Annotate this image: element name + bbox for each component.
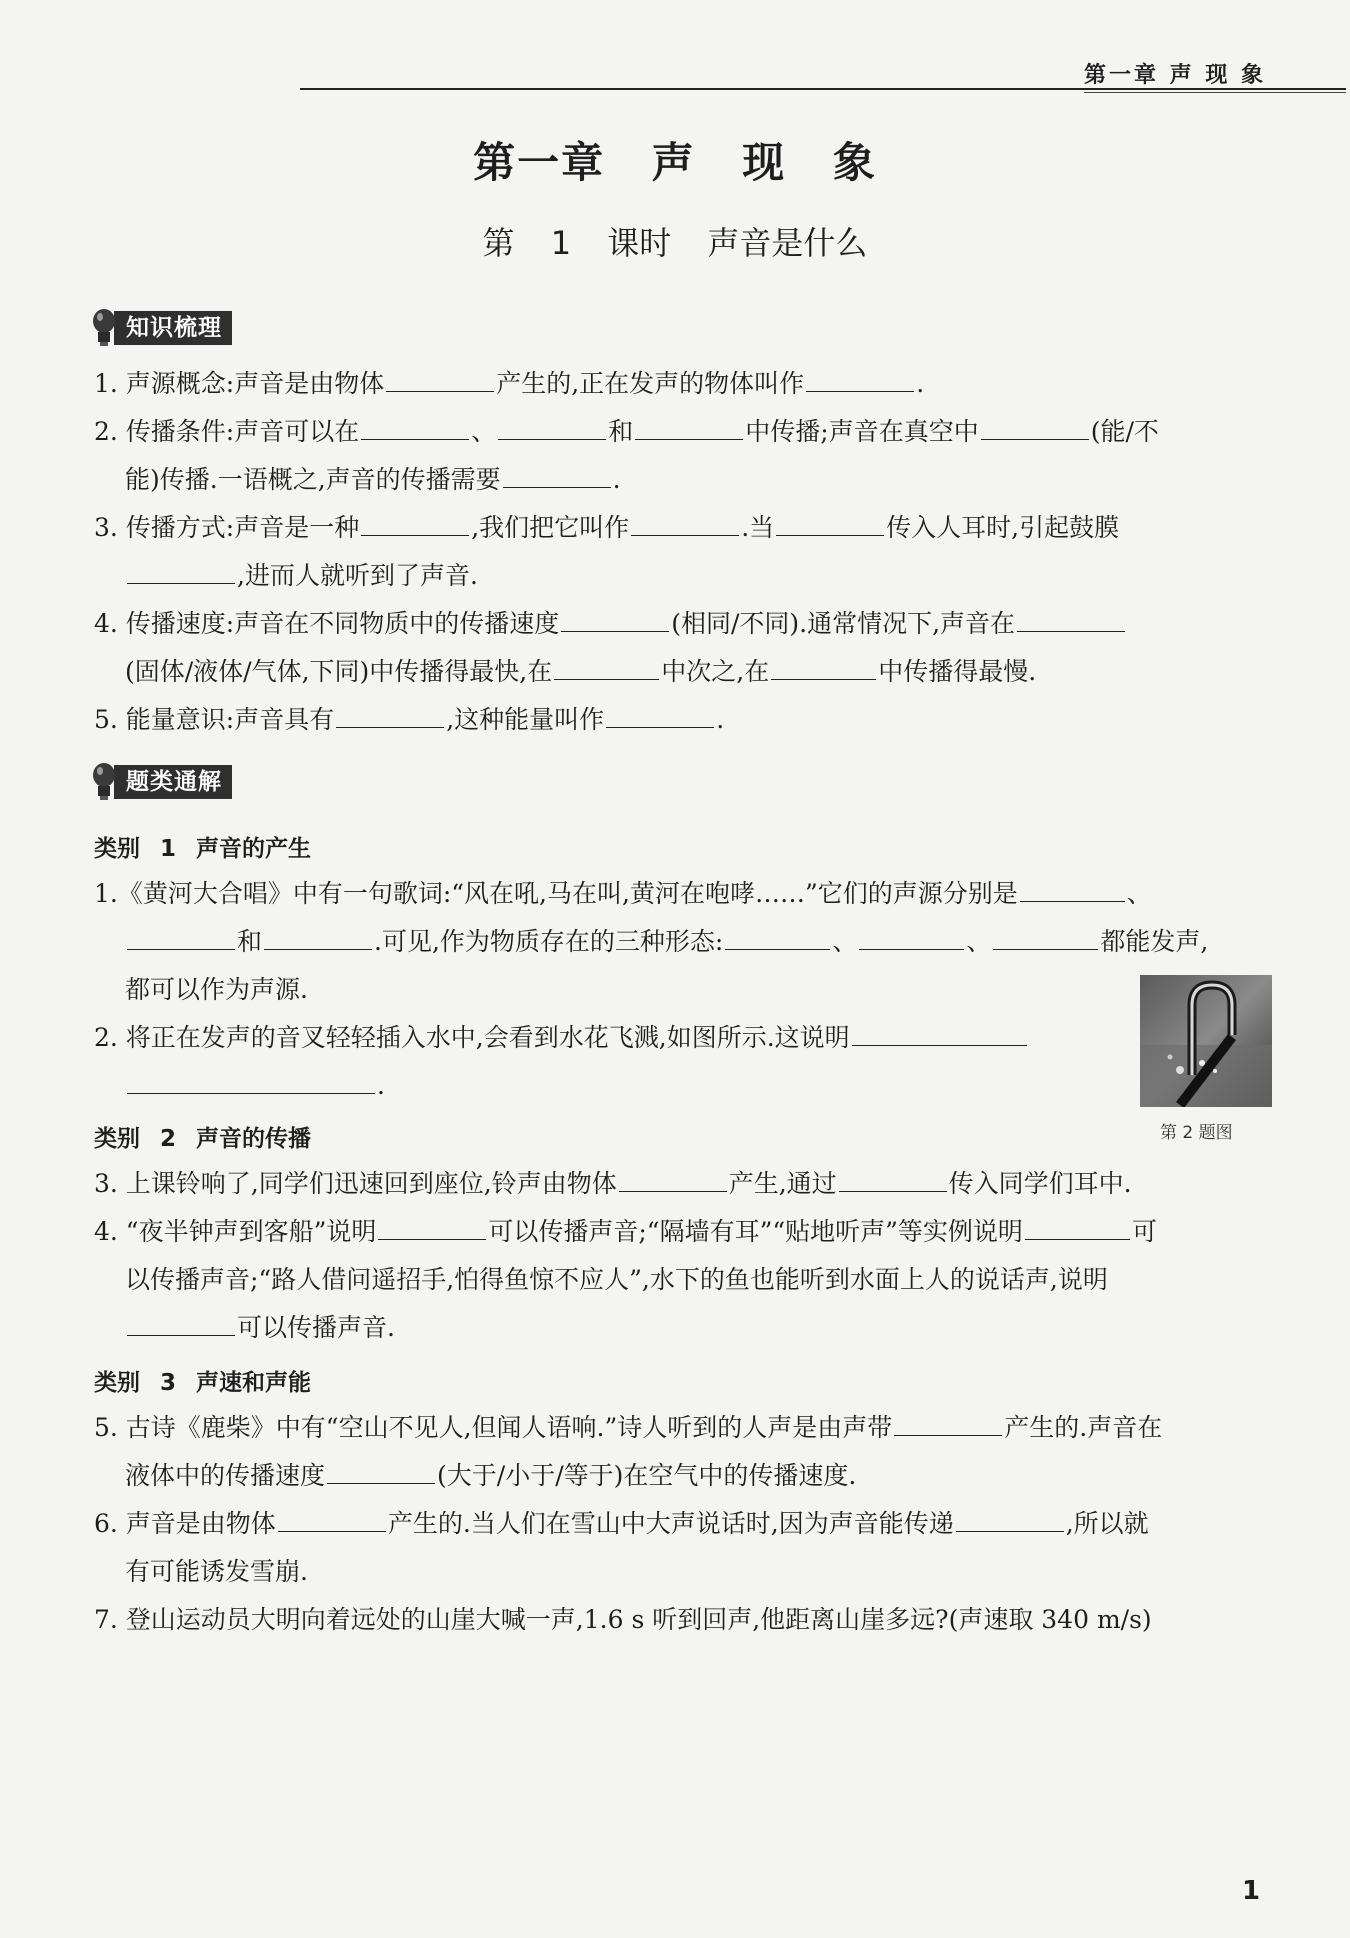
answer-blank[interactable] bbox=[859, 927, 964, 950]
answer-blank[interactable] bbox=[554, 657, 659, 680]
chapter-title: 第一章 声 现 象 bbox=[473, 138, 877, 187]
answer-blank[interactable] bbox=[806, 369, 914, 392]
answer-blank[interactable] bbox=[606, 705, 714, 728]
knowledge-item-2: 2. 传播条件:声音可以在 、 和 中传播;声音在真空中 (能/不 bbox=[94, 417, 1159, 446]
knowledge-item-3: 3. 传播方式:声音是一种 ,我们把它叫作 .当 传入人耳时,引起鼓膜 bbox=[94, 513, 1120, 542]
knowledge-item-1: 1. 声源概念:声音是由物体 产生的,正在发声的物体叫作 . bbox=[94, 369, 925, 398]
answer-blank[interactable] bbox=[361, 513, 469, 536]
question-7: 7. 登山运动员大明向着远处的山崖大喊一声,1.6 s 听到回声,他距离山崖多远?(声速取 340 m/s) bbox=[94, 1605, 1152, 1634]
answer-blank[interactable] bbox=[619, 1169, 727, 1192]
answer-blank[interactable] bbox=[327, 1461, 435, 1484]
question-1-cont2: 都可以作为声源. bbox=[125, 975, 308, 1004]
answer-blank[interactable] bbox=[336, 705, 444, 728]
question-6-cont: 有可能诱发雪崩. bbox=[125, 1557, 308, 1586]
question-1: 1.《黄河大合唱》中有一句歌词:“风在吼,马在叫,黄河在咆哮……”它们的声源分别是 、 bbox=[94, 879, 1152, 908]
header-rule bbox=[300, 88, 1346, 90]
category-heading-3: 类别 3 声速和声能 bbox=[94, 1370, 312, 1396]
section-types bbox=[92, 760, 232, 804]
question-5: 5. 古诗《鹿柴》中有“空山不见人,但闻人语响.”诗人听到的人声是由声带 产生的.声音在 bbox=[94, 1413, 1163, 1442]
question-4-cont2: 可以传播声音. bbox=[125, 1312, 395, 1344]
lightbulb-icon bbox=[92, 762, 116, 802]
knowledge-item-4: 4. 传播速度:声音在不同物质中的传播速度 (相同/不同).通常情况下,声音在 bbox=[94, 608, 1127, 640]
question-4: 4. “夜半钟声到客船”说明 可以传播声音;“隔墙有耳”“贴地听声”等实例说明 可 bbox=[94, 1217, 1157, 1246]
answer-blank[interactable] bbox=[894, 1413, 1002, 1436]
answer-blank[interactable] bbox=[631, 513, 739, 536]
section-knowledge-label: 知识梳理 bbox=[114, 311, 232, 345]
question-2-cont: . bbox=[125, 1070, 385, 1102]
section-types-label: 题类通解 bbox=[114, 765, 232, 799]
question-6: 6. 声音是由物体 产生的.当人们在雪山中大声说话时,因为声音能传递 ,所以就 bbox=[94, 1509, 1149, 1538]
lesson-title: 第 1 课时 声音是什么 bbox=[482, 224, 868, 262]
knowledge-item-3-cont: ,进而人就听到了声音. bbox=[125, 560, 478, 592]
answer-blank[interactable] bbox=[264, 927, 372, 950]
answer-blank[interactable] bbox=[956, 1509, 1064, 1532]
answer-blank[interactable] bbox=[635, 417, 743, 440]
knowledge-item-4-cont: (固体/液体/气体,下同)中传播得最快,在 中次之,在 中传播得最慢. bbox=[125, 657, 1037, 686]
answer-blank[interactable] bbox=[127, 1071, 375, 1094]
answer-blank[interactable] bbox=[127, 1313, 235, 1336]
answer-blank[interactable] bbox=[776, 513, 884, 536]
answer-blank[interactable] bbox=[278, 1509, 386, 1532]
answer-blank[interactable] bbox=[127, 561, 235, 584]
knowledge-item-5: 5. 能量意识:声音具有 ,这种能量叫作 . bbox=[94, 705, 725, 734]
question-3: 3. 上课铃响了,同学们迅速回到座位,铃声由物体 产生,通过 传入同学们耳中. bbox=[94, 1169, 1132, 1198]
answer-blank[interactable] bbox=[993, 927, 1098, 950]
tuning-fork-photo bbox=[1140, 975, 1272, 1107]
answer-blank[interactable] bbox=[361, 417, 469, 440]
answer-blank[interactable] bbox=[852, 1023, 1027, 1046]
answer-blank[interactable] bbox=[503, 465, 611, 488]
answer-blank[interactable] bbox=[771, 657, 876, 680]
section-knowledge bbox=[92, 306, 232, 350]
answer-blank[interactable] bbox=[1025, 1217, 1130, 1240]
answer-blank[interactable] bbox=[725, 927, 830, 950]
answer-blank[interactable] bbox=[127, 927, 235, 950]
question-1-cont: 和 .可见,作为物质存在的三种形态: 、 、 都能发声, bbox=[125, 926, 1208, 958]
answer-blank[interactable] bbox=[378, 1217, 486, 1240]
knowledge-item-2-cont: 能)传播.一语概之,声音的传播需要 . bbox=[125, 465, 621, 494]
answer-blank[interactable] bbox=[839, 1169, 947, 1192]
page-number: 1 bbox=[1242, 1876, 1261, 1906]
figure-caption: 第 2 题图 bbox=[1160, 1123, 1233, 1143]
lightbulb-icon bbox=[92, 308, 116, 348]
answer-blank[interactable] bbox=[498, 417, 606, 440]
category-heading-1: 类别 1 声音的产生 bbox=[94, 836, 312, 862]
question-2: 2. 将正在发声的音叉轻轻插入水中,会看到水花飞溅,如图所示.这说明 bbox=[94, 1022, 1029, 1054]
answer-blank[interactable] bbox=[1017, 609, 1125, 632]
header-rule-thin bbox=[1084, 92, 1346, 93]
category-heading-2: 类别 2 声音的传播 bbox=[94, 1126, 312, 1152]
question-5-cont: 液体中的传播速度 (大于/小于/等于)在空气中的传播速度. bbox=[125, 1461, 857, 1490]
answer-blank[interactable] bbox=[561, 609, 669, 632]
answer-blank[interactable] bbox=[1020, 879, 1125, 902]
running-header: 第一章 声 现 象 bbox=[1084, 63, 1266, 88]
answer-blank[interactable] bbox=[981, 417, 1089, 440]
question-4-cont: 以传播声音;“路人借问遥招手,怕得鱼惊不应人”,水下的鱼也能听到水面上人的说话声,说明 bbox=[125, 1265, 1108, 1294]
answer-blank[interactable] bbox=[386, 369, 494, 392]
